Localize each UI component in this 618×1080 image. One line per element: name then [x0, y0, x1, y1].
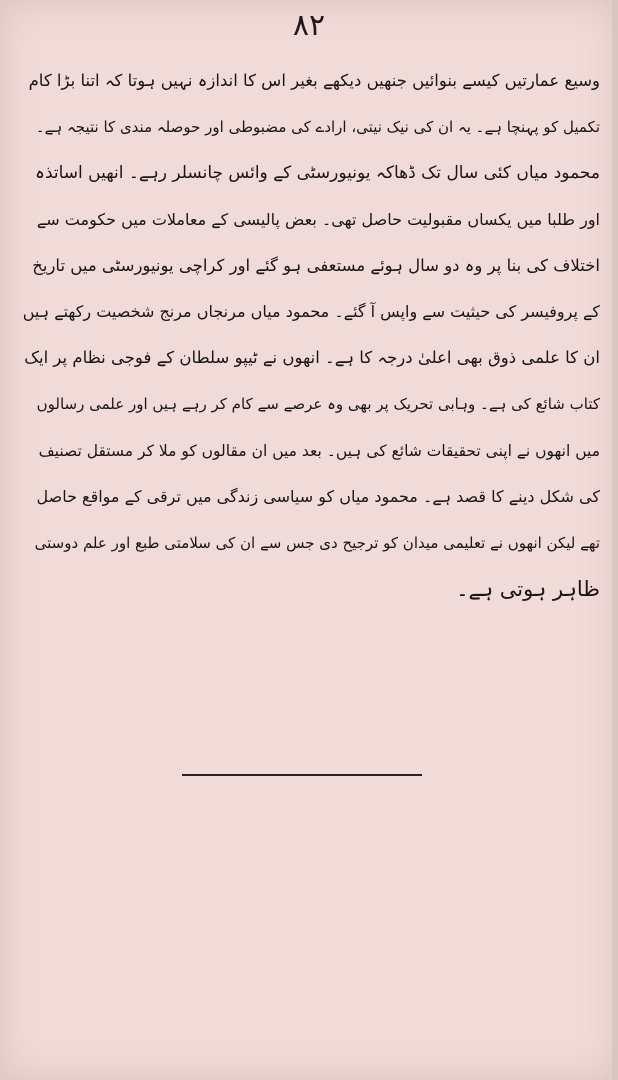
text-line: اور طلبا میں یکساں مقبولیت حاصل تھی۔ بعض پالیسی کے معاملات میں حکومت سے [36, 209, 600, 229]
text-line: اختلاف کی بنا پر وہ دو سال ہوئے مستعفی ہو گئے اور کراچی یونیورسٹی میں تاریخ [32, 255, 600, 275]
page-number: ٨٢ [292, 8, 326, 43]
body-paragraph [22, 58, 600, 612]
text-line: وسیع عمارتیں کیسے بنوائیں جنھیں دیکھے بغیر اس کا اندازہ نہیں ہوتا کہ اتنا بڑا کام [28, 71, 600, 90]
text-line: تھے لیکن انھوں نے تعلیمی میدان کو ترجیح دی جس سے ان کی سلامتی طبع اور علم دوستی [34, 534, 600, 553]
page-edge [612, 0, 618, 1080]
text-line: کے پروفیسر کی حیثیت سے واپس آ گئے۔ محمود میاں مرنجاں مرنج شخصیت رکھتے ہیں [22, 302, 600, 322]
text-line: ظاہر ہوتی ہے۔ [456, 577, 600, 602]
text-line: ان کا علمی ذوق بھی اعلیٰ درجہ کا ہے۔ انھوں نے ٹیپو سلطان کے فوجی نظام پر ایک [24, 348, 600, 368]
text-line: محمود میاں کئی سال تک ڈھاکہ یونیورسٹی کے وائس چانسلر رہے۔ انھیں اساتذہ [34, 163, 600, 184]
text-line: کی شکل دینے کا قصد ہے۔ محمود میاں کو سیاسی زندگی میں ترقی کے مواقع حاصل [36, 486, 600, 506]
text-line: تکمیل کو پہنچا ہے۔ یہ ان کی نیک نیتی، ارادے کی مضبوطی اور حوصلہ مندی کا نتیجہ ہے۔ [35, 118, 600, 137]
section-end-rule [182, 774, 422, 776]
text-line: کتاب شائع کی ہے۔ وہابی تحریک پر بھی وہ عرصے سے کام کر رہے ہیں اور علمی رسالوں [36, 395, 600, 414]
text-line: میں انھوں نے اپنی تحقیقات شائع کی ہیں۔ بعد میں ان مقالوں کو ملا کر مستقل تصنیف [38, 441, 600, 460]
